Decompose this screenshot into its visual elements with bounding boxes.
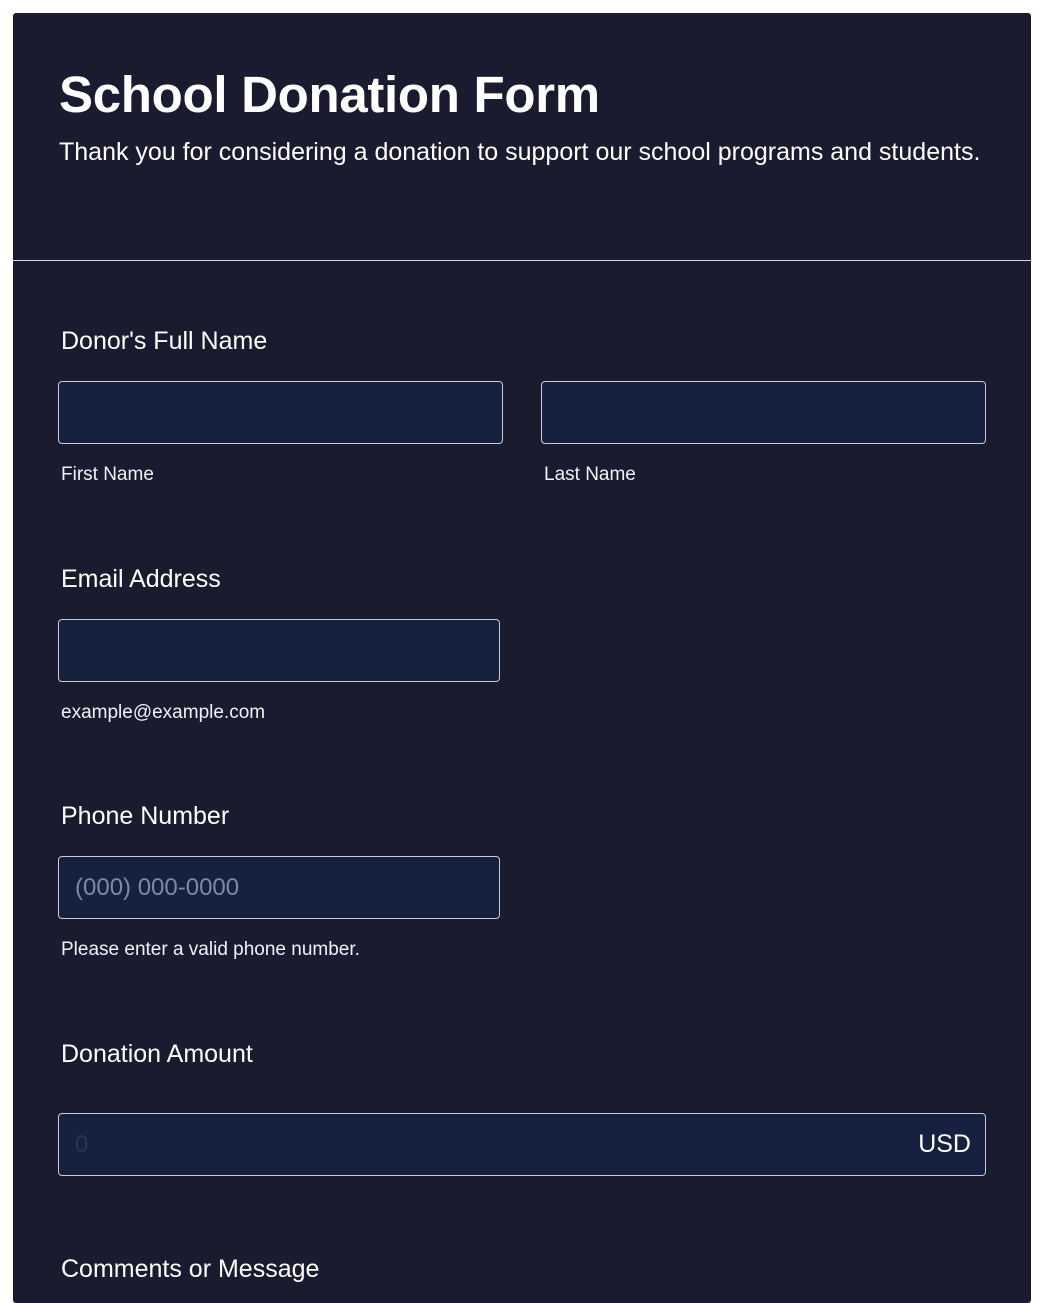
donation-amount-label: Donation Amount bbox=[61, 1040, 253, 1068]
last-name-input[interactable] bbox=[541, 381, 986, 444]
currency-label: USD bbox=[918, 1130, 971, 1158]
comments-label: Comments or Message bbox=[61, 1255, 320, 1283]
form-header bbox=[13, 13, 1031, 260]
header-divider bbox=[13, 260, 1031, 261]
form-card bbox=[13, 13, 1031, 1303]
phone-sublabel: Please enter a valid phone number. bbox=[61, 939, 360, 960]
form-title: School Donation Form bbox=[59, 66, 600, 123]
donation-amount-input[interactable] bbox=[58, 1113, 986, 1176]
last-name-sublabel: Last Name bbox=[544, 464, 636, 485]
donor-name-label: Donor's Full Name bbox=[61, 327, 268, 355]
email-label: Email Address bbox=[61, 565, 221, 593]
email-sublabel: example@example.com bbox=[61, 702, 266, 723]
phone-label: Phone Number bbox=[61, 802, 230, 830]
phone-input[interactable] bbox=[58, 856, 500, 919]
email-input[interactable] bbox=[58, 619, 500, 682]
first-name-sublabel: First Name bbox=[61, 464, 154, 485]
first-name-input[interactable] bbox=[58, 381, 503, 444]
form-subtitle: Thank you for considering a donation to support our school programs and students. bbox=[59, 138, 981, 166]
